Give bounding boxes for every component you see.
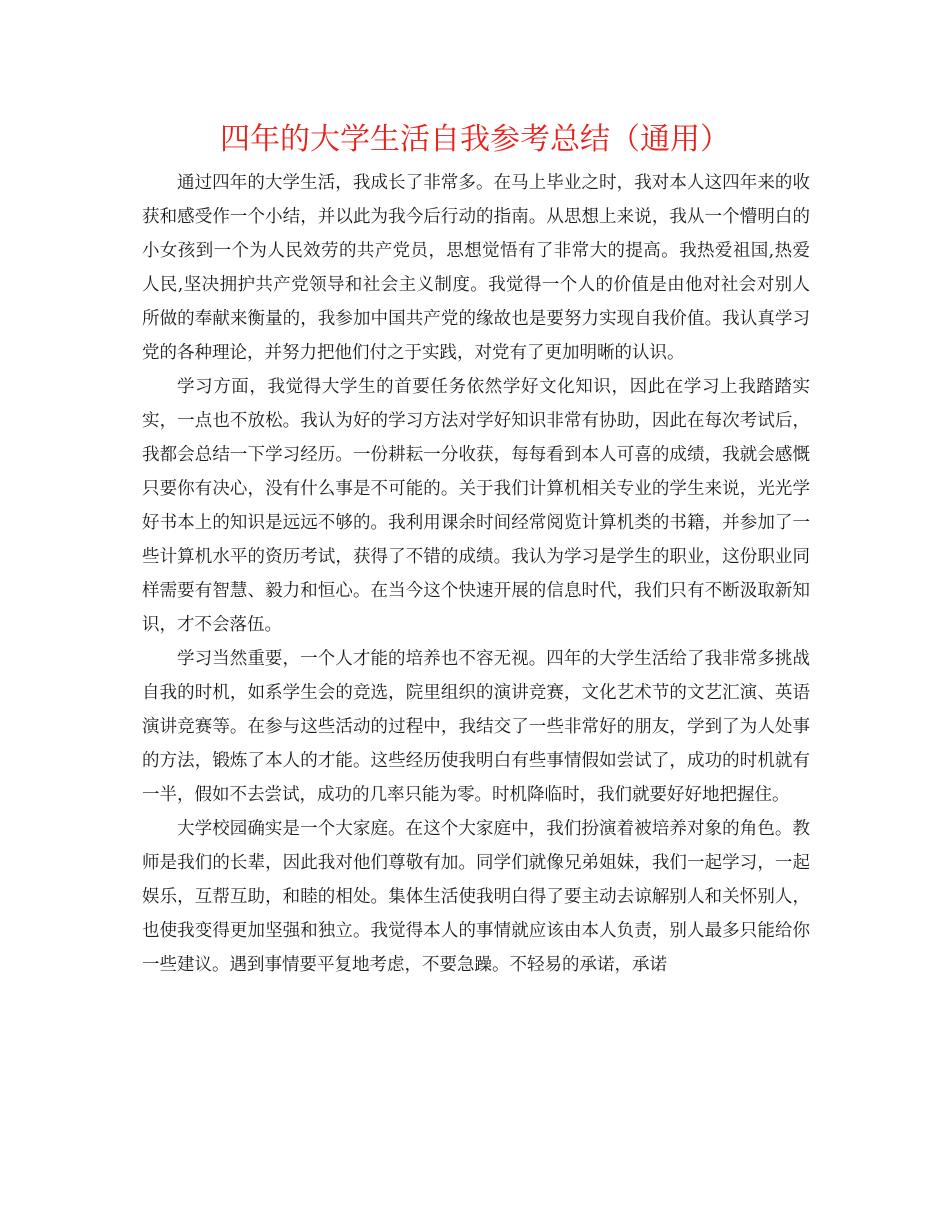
document-title: 四年的大学生活自我参考总结（通用） [220,122,730,157]
paragraph-1: 通过四年的大学生活，我成长了非常多。在马上毕业之时，我对本人这四年来的收获和感受作一个小结，并以此为我今后行动的指南。从思想上来说，我从一个懵明白的小女孩到一个为人民效劳的共产党员，思想觉悟有了非常大的提高。我热爱祖国,热爱人民,坚决拥护共产党领导和社会主义制度。我觉得一个人的价值是由他对社会对别人所做的奉献来衡量的，我参加中国共产党的缘故也是要努力实现自我价值。我认真学习党的各种理论，并努力把他们付之于实践，对党有了更加明晰的认识。 [142,173,810,363]
paragraph-3: 学习当然重要，一个人才能的培养也不容无视。四年的大学生活给了我非常多挑战自我的时机，如系学生会的竞选，院里组织的演讲竞赛，文化艺术节的文艺汇演、英语演讲竞赛等。在参与这些活动的过程中，我结交了一些非常好的朋友，学到了为人处事的方法，锻炼了本人的才能。这些经历使我明白有些事情假如尝试了，成功的时机就有一半，假如不去尝试，成功的几率只能为零。时机降临时，我们就要好好地把握住。 [142,649,810,805]
paragraph-4: 大学校园确实是一个大家庭。在这个大家庭中，我们扮演着被培养对象的角色。教师是我们的长辈，因此我对他们尊敬有加。同学们就像兄弟姐妹，我们一起学习，一起娱乐，互帮互助，和睦的相处。集体生活使我明白得了要主动去谅解别人和关怀别人，也使我变得更加坚强和独立。我觉得本人的事情就应该由本人负责，别人最多只能给你一些建议。遇到事情要平复地考虑，不要急躁。不轻易的承诺，承诺 [142,819,810,975]
paragraph-2: 学习方面，我觉得大学生的首要任务依然学好文化知识，因此在学习上我踏踏实实，一点也不放松。我认为好的学习方法对学好知识非常有协助，因此在每次考试后，我都会总结一下学习经历。一份耕耘一分收获，每每看到本人可喜的成绩，我就会感慨只要你有决心，没有什么事是不可能的。关于我们计算机相关专业的学生来说，光光学好书本上的知识是远远不够的。我利用课余时间经常阅览计算机类的书籍，并参加了一些计算机水平的资历考试，获得了不错的成绩。我认为学习是学生的职业，这份职业同样需要有智慧、毅力和恒心。在当今这个快速开展的信息时代，我们只有不断汲取新知识，才不会落伍。 [142,377,810,635]
document-body [142,166,810,982]
